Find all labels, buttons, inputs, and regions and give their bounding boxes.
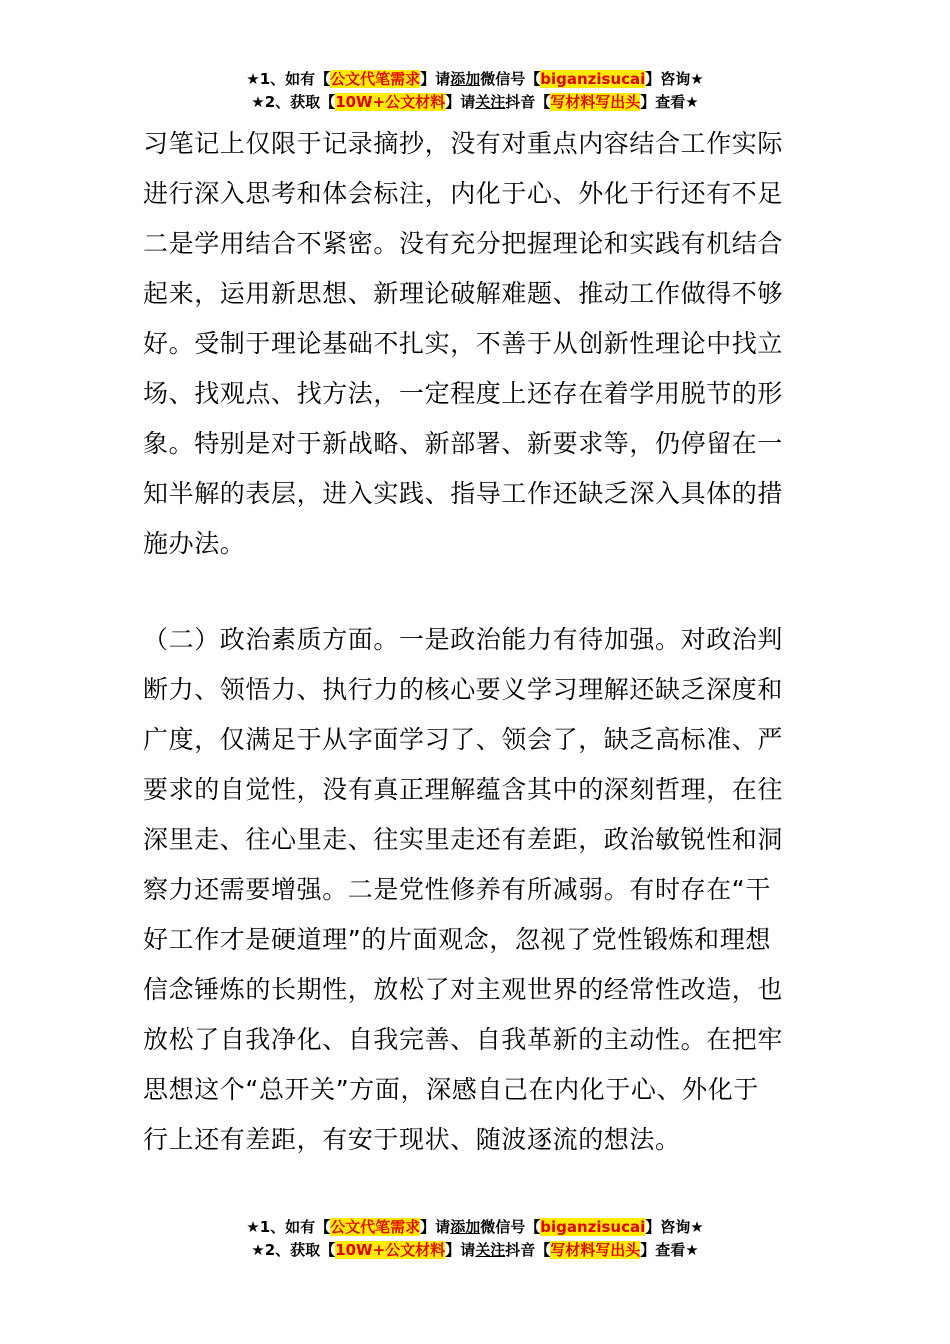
text-line: 信念锤炼的长期性，放松了对主观世界的经常性改造，也 bbox=[143, 975, 784, 1004]
promo-text: 抖音【 bbox=[505, 93, 551, 111]
promo-text: 抖音【 bbox=[505, 1241, 551, 1259]
text-line: 广度，仅满足于从字面学习了、领会了，缺乏高标准、严 bbox=[143, 725, 784, 754]
promo-text: 】查看★ bbox=[640, 1241, 699, 1259]
promo-highlight-wechat-id: biganzisucai bbox=[540, 1218, 646, 1236]
promo-text: ★2、获取【 bbox=[251, 1241, 336, 1259]
promo-text: 】查看★ bbox=[640, 93, 699, 111]
text-line: 放松了自我净化、自我完善、自我革新的主动性。在把牢 bbox=[143, 1025, 784, 1054]
text-line: 好工作才是硬道理”的片面观念，忽视了党性锻炼和理想 bbox=[143, 925, 771, 954]
footer-promo-banner bbox=[0, 1216, 950, 1262]
promo-text: 微信号【 bbox=[480, 1218, 541, 1236]
text-line: 起来，运用新思想、新理论破解难题、推动工作做得不够 bbox=[143, 279, 784, 308]
promo-highlight: 10W+公文材料 bbox=[335, 1241, 446, 1259]
promo-highlight: 公文代笔需求 bbox=[330, 70, 421, 88]
text-line: 知半解的表层，进入实践、指导工作还缺乏深入具体的措 bbox=[143, 479, 784, 508]
promo-line-2 bbox=[0, 91, 950, 114]
text-line: 施办法。 bbox=[143, 529, 246, 558]
promo-highlight-account: 写材料写出头 bbox=[550, 93, 641, 111]
text-line: 习笔记上仅限于记录摘抄，没有对重点内容结合工作实际 bbox=[143, 129, 784, 158]
promo-text: 】请 bbox=[445, 93, 476, 111]
text-line: （二）政治素质方面。一是政治能力有待加强。对政治判 bbox=[143, 625, 784, 654]
promo-text: 】请 bbox=[445, 1241, 476, 1259]
text-line: 场、找观点、找方法，一定程度上还存在着学用脱节的形 bbox=[143, 379, 784, 408]
text-line: 好。受制于理论基础不扎实，不善于从创新性理论中找立 bbox=[143, 329, 784, 358]
text-line: 察力还需要增强。二是党性修养有所减弱。有时存在“干 bbox=[143, 875, 771, 904]
text-line: 思想这个“总开关”方面，深感自己在内化于心、外化于 bbox=[143, 1075, 759, 1104]
promo-text: 微信号【 bbox=[480, 70, 541, 88]
text-line: 二是学用结合不紧密。没有充分把握理论和实践有机结合 bbox=[143, 229, 784, 258]
text-line: 象。特别是对于新战略、新部署、新要求等，仍停留在一 bbox=[143, 429, 784, 458]
promo-line-1 bbox=[0, 68, 950, 91]
promo-highlight-account: 写材料写出头 bbox=[550, 1241, 641, 1259]
body-paragraph-1 bbox=[143, 119, 807, 569]
promo-text: ★2、获取【 bbox=[251, 93, 336, 111]
promo-text: 】咨询★ bbox=[645, 70, 704, 88]
text-line: 要求的自觉性，没有真正理解蕴含其中的深刻哲理，在往 bbox=[143, 775, 784, 804]
promo-highlight: 10W+公文材料 bbox=[335, 93, 446, 111]
text-line: 进行深入思考和体会标注，内化于心、外化于行还有不足 bbox=[143, 179, 784, 208]
promo-text: ★1、如有【 bbox=[246, 70, 331, 88]
promo-text: 】请 bbox=[420, 70, 451, 88]
promo-highlight: 公文代笔需求 bbox=[330, 1218, 421, 1236]
text-line: 行上还有差距，有安于现状、随波逐流的想法。 bbox=[143, 1125, 681, 1154]
header-promo-banner bbox=[0, 68, 950, 114]
promo-underlined-text: 关注 bbox=[475, 1241, 506, 1259]
promo-underlined-text: 添加 bbox=[450, 70, 481, 88]
promo-underlined-text: 关注 bbox=[475, 93, 506, 111]
promo-underlined-text: 添加 bbox=[450, 1218, 481, 1236]
text-line: 深里走、往心里走、往实里走还有差距，政治敏锐性和洞 bbox=[143, 825, 784, 854]
promo-line-1 bbox=[0, 1216, 950, 1239]
promo-line-2 bbox=[0, 1239, 950, 1262]
text-line: 断力、领悟力、执行力的核心要义学习理解还缺乏深度和 bbox=[143, 675, 784, 704]
promo-text: ★1、如有【 bbox=[246, 1218, 331, 1236]
promo-text: 】咨询★ bbox=[645, 1218, 704, 1236]
body-paragraph-2 bbox=[143, 615, 807, 1165]
promo-text: 】请 bbox=[420, 1218, 451, 1236]
promo-highlight-wechat-id: biganzisucai bbox=[540, 70, 646, 88]
